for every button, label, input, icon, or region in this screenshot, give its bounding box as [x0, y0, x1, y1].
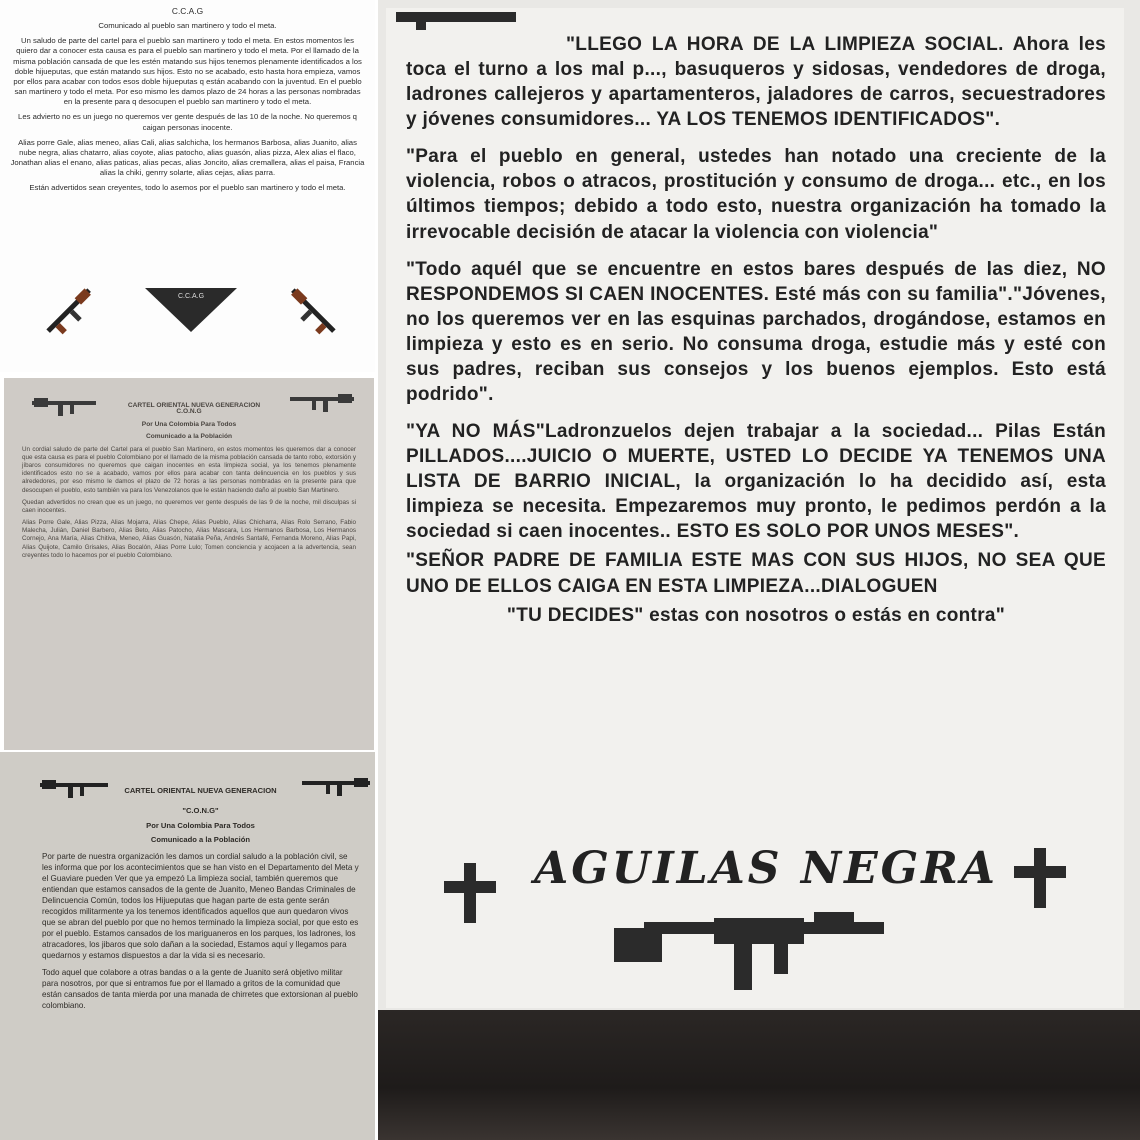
subheading: Comunicado a la Población — [145, 433, 233, 441]
names-list: Alias Porre Gale, Alias Pizza, Alias Mojarra, Alias Chepe, Alias Pueblo, Alias Chicharra, Alias Rolo Serrano, Fabio Malecha, Julián, Daniel Barbero, Alias Beto, Alias Patocho, Alias Mascara, Los Hermanos Barbosa, Los Hermanos Cornejo, Ana María, Alias Chitiva, Meneo, Alias Guasón, Natalia Peña, Andrés Santafé, Fernanda Moreno, Alias Papi, Alias Quijote, Camilo Grisales, Alias Bocalón, Alias Porre Lulo; Tomen conciencia y acojacen a la advertencia, sean creyentes todo lo hacemos por el pueblo Colombiano. — [22, 519, 356, 559]
cartel-abbr: C.O.N.G — [176, 408, 202, 415]
block-1: "LLEGO LA HORA DE LA LIMPIEZA SOCIAL. Ahora les toca el turno a los mal p..., basuqueros y sidosas, vendedores de droga, ladrones callejeros y apartamenteros, jaladores de carros, secuestradores y jóvenes consumidores... YA LOS TENEMOS IDENTIFICADOS". — [406, 34, 1106, 131]
announcement-title: Comunicado al pueblo san martinero y todo el meta. — [98, 21, 277, 31]
badge-label: C.C.A.G — [177, 293, 205, 300]
block-2: "Para el pueblo en general, ustedes han notado una creciente de la violencia, robos o atracos, prostitución y consumo de droga... etc., en los últimos tiempos; debido a todo esto, nuestra organización ha tomado la irrevocable decisión de atacar la violencia con violencia" — [406, 146, 1106, 243]
block-5: "SEÑOR PADRE DE FAMILIA ESTE MAS CON SUS HIJOS, NO SEA QUE UNO DE ELLOS CAIGA EN ESTA LIMPIEZA...DIALOGUEN — [406, 550, 1106, 597]
body-paragraph-2: Todo aquel que colabore a otras bandas o a la gente de Juanito será objetivo militar para nosotros, por que si entramos fue por el llamado a gritos de la comunidad que están cansados de tanta mierda por una manada de chirretes que extorsionan al pueblo colombiano. — [42, 968, 358, 1011]
motto: Por Una Colombia Para Todos — [146, 820, 255, 830]
cartel-heading: CARTEL ORIENTAL NUEVA GENERACION — [124, 786, 277, 795]
subheading: Comunicado a la Población — [150, 834, 251, 844]
paper-sheet — [386, 8, 1124, 1008]
body-paragraph-1: Por parte de nuestra organización les damos un cordial saludo a la población civil, se les informa que por los acontecimientos que se han visto en el Departamento del Meta y el Guaviare pueden Ver que ya empezó La limpieza social, también queremos que entiendan que estamos cansados de la gente de Juanito, Meneo Bandas Criminales de Delincuencia Común, todos los Hijueputas que hagan parte de esta gente serán recogidos militarmente ya los tenemos identificados aquellos que aun quedaron vivos que se abran del pueblo por que no hemos terminado la limpieza social, por que esto es por el pueblo. Estamos cansados de los mariguaneros en los parques, los ladrones, los atracadores, los jibaros que solo dañan a la sociedad, Estamos aquí y llegamos para quedarnos y estamos dispuestos a dar la vida si es necesario. — [42, 852, 359, 961]
table-background — [378, 1010, 1140, 1140]
rifle-bottom-icon — [614, 908, 904, 1008]
rifle-left-icon — [30, 392, 102, 418]
pamphlet-cong-1 — [4, 378, 374, 750]
motto: Por Una Colombia Para Todos — [141, 420, 237, 428]
body-paragraph-2: Quedan advertidos no crean que es un juego, no queremos ver gente después de las 9 de la noche, mil disculpas si caen inocentes. — [22, 498, 356, 514]
block-6: "TU DECIDES" estas con nosotros o estás en contra" — [506, 604, 1006, 626]
signature: AGUILAS NEGRA — [534, 843, 998, 894]
block-4: "YA NO MÁS"Ladronzuelos dejen trabajar a la sociedad... Pilas Están PILLADOS....JUICIO O MUERTE, USTED LO DECIDE YA TENEMOS UNA LISTA DE BARRIO INICIAL, la organización lo ha decidido así, esta limpieza se necesita. Empezaremos muy pronto, le pedimos perdón a la sociedad si caen inocentes.. ESTO ES SOLO POR UNOS MESES". — [406, 421, 1106, 543]
org-title: C.C.A.G — [171, 6, 204, 16]
rifle-top-icon — [396, 8, 516, 32]
paragraph-3: Alias porre Gale, alias meneo, alias Cali, alias salchicha, los hermanos Barbosa, alias Juanito, alias nube negra, alias chatarro, alias coyote, alias patocho, alias guasón, alias pizza, Alex alias el flaco, Jonathan alias el enano, alias paticas, alias pecas, alias Joncito, alias cremallera, alias el paisa, Francia alias la chiki, genrry solarte, alias cejas, alias parra. — [10, 137, 365, 178]
pamphlet-cong-2 — [0, 752, 375, 1140]
rifle-right-icon — [284, 388, 356, 414]
paragraph-4: Están advertidos sean creyentes, todo lo asemos por el pueblo san martinero y todo el meta. — [29, 183, 346, 193]
emblem-row — [0, 280, 375, 340]
rifle-right-icon — [282, 280, 344, 342]
rifle-right-icon — [296, 772, 372, 798]
pamphlet-ccag — [0, 0, 375, 372]
cartel-heading: CARTEL ORIENTAL NUEVA GENERACION — [127, 402, 261, 409]
pamphlet-aguilas-negras — [378, 0, 1140, 1140]
rifle-left-icon — [38, 774, 114, 800]
rifle-left-icon — [38, 280, 100, 342]
cross-right-icon — [1014, 848, 1066, 908]
block-3: "Todo aquél que se encuentre en estos bares después de las diez, NO RESPONDEMOS SI CAEN INOCENTES. Esté más con su familia"."Jóvenes, no los queremos ver en las esquinas parchados, drogándose, estamos en limpieza y esto es en serio. No consuma droga, estudie más y esté con sus padres, reciban sus consejos y los buenos ejemplos. Esto está podrido". — [406, 258, 1106, 406]
paragraph-1: Un saludo de parte del cartel para el pueblo san martinero y todo el meta. En estos momentos les quiero dar a conocer esta causa es para el pueblo san martinero y todo el meta. Por el llamado de la misma población cansada de que les estén matando sus hijos tenemos plenamente identificados a los doble hijueputas, que están matando sus hijos. Esto no se acabado, esto hasta hora empieza, vamos por ellos para acabar con todos esos doble hijueputas q están acabando con la juventud. En el pueblo san martinero y todo el meta. Por eso mismo les damos plazo de 24 horas a las personas nombradas en la presente para q desocupen el pueblo san martinero y todo el meta. — [13, 36, 362, 107]
paragraph-2: Les advierto no es un juego no queremos ver gente después de las 10 de la noche. No queremos q caigan personas inocente. — [18, 112, 357, 132]
body-paragraph-1: Un cordial saludo de parte del Cartel para el pueblo San Martinero, en estos momentos les queremos dar a conocer que esta causa es para el pueblo Colombiano por el llamado de la misma población cansada de tanto robo, extorsión y jíbaros consumidores no queremos que caigan inocentes en esta limpieza social, ya los tenemos plenamente identificados esto no se a acabado, vamos por ellos para acabar con tanta delincuencia en los pueblos y sus alrededores, por eso mismo le damos el plazo de 72 horas a las personas nombradas en la presente para que desocupen el pueblo, esto también va para los Venezolanos que le están haciendo daño al pueblo San Martinero. — [22, 445, 356, 494]
cartel-abbr: "C.O.N.G" — [182, 806, 219, 816]
